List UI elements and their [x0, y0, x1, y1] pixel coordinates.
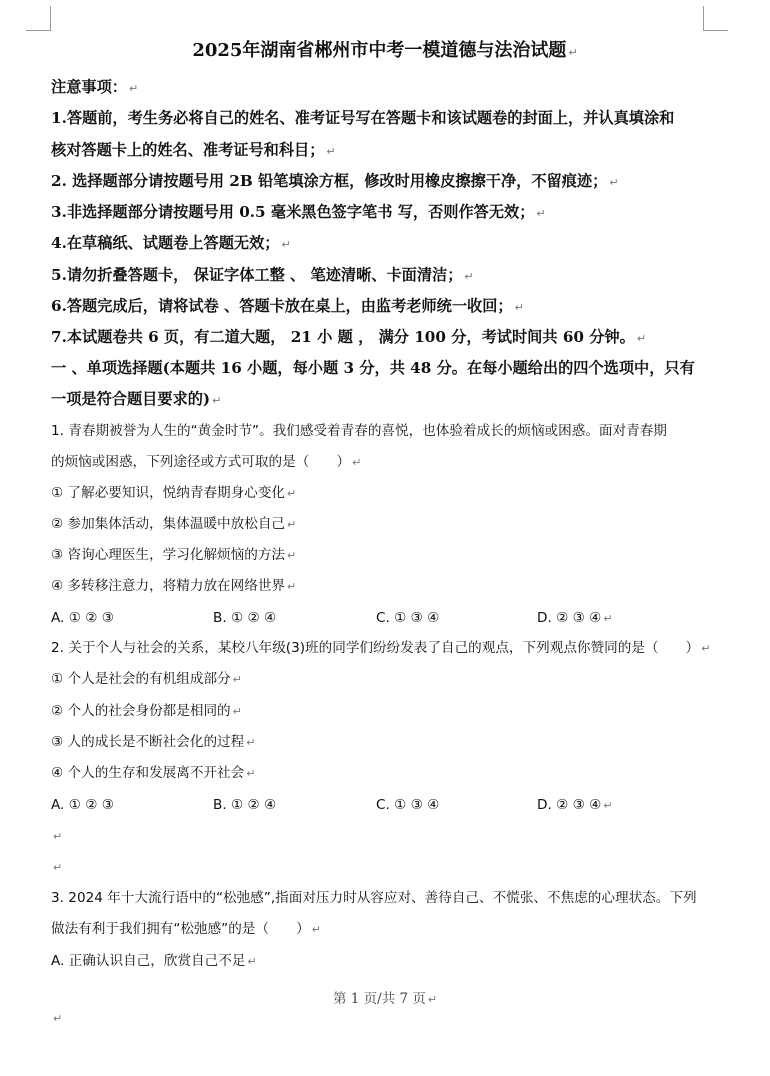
option-a: A. ① ② ③ — [51, 797, 114, 813]
notice-line: 7.本试题卷共 6 页，有二道大题， 21 小 题 ， 满分 100 分，考试时间共 60 分钟。 ↵ — [51, 328, 647, 346]
question-1-stem: 1. 青春期被誉为人生的“黄金时节”。我们感受着青春的喜悦，也体验着成长的烦恼或困惑。面对青春期 — [51, 423, 667, 439]
option-b: B. ① ② ④ — [213, 610, 277, 626]
notice-heading: 注意事项： ↵ — [51, 78, 139, 96]
question-1-item: ① 了解必要知识，悦纳青春期身心变化 ↵ — [51, 485, 297, 501]
question-1-stem: 的烦恼或困惑，下列途径或方式可取的是（ ） ↵ — [51, 454, 362, 470]
page-footer: 第 1 页/共 7 页 ↵ — [332, 991, 438, 1007]
notice-line: 3.非选择题部分请按题号用 0.5 毫米黑色签字笔书 写，否则作答无效； ↵ — [51, 203, 546, 221]
notice-line: 5.请勿折叠答题卡， 保证字体工整 、 笔迹清晰、卡面清洁； ↵ — [51, 266, 474, 284]
question-2-item: ① 个人是社会的有机组成部分 ↵ — [51, 671, 242, 687]
question-3-stem: 3. 2024 年十大流行语中的“松弛感”,指面对压力时从容应对、善待自己、不慌张、不焦虑的心理状态。下列 — [51, 890, 697, 906]
option-b: B. ① ② ④ — [213, 797, 277, 813]
paragraph-mark: ↵ — [53, 861, 63, 874]
notice-line: 2. 选择题部分请按题号用 2B 铅笔填涂方框，修改时用橡皮擦擦干净，不留痕迹； ↵ — [51, 172, 619, 190]
option-a: A. ① ② ③ — [51, 610, 114, 626]
notice-line: 6.答题完成后，请将试卷 、答题卡放在桌上，由监考老师统一收回； ↵ — [51, 297, 524, 315]
question-3-option-a: A. 正确认识自己，欣赏自己不足 ↵ — [51, 953, 257, 969]
option-c: C. ① ③ ④ — [376, 610, 440, 626]
notice-line: 4.在草稿纸、试题卷上答题无效； ↵ — [51, 234, 291, 252]
question-3-stem: 做法有利于我们拥有“松弛感”的是（ ） ↵ — [51, 921, 321, 937]
question-2-item: ④ 个人的生存和发展离不开社会 ↵ — [51, 765, 256, 781]
option-c: C. ① ③ ④ — [376, 797, 440, 813]
notice-line: 核对答题卡上的姓名、准考证号和科目； ↵ — [51, 141, 336, 159]
page-title: 2025年湖南省郴州市中考一模道德与法治试题 ↵ — [192, 40, 578, 61]
crop-mark-left — [26, 6, 51, 31]
option-d: D. ② ③ ④ ↵ — [537, 610, 613, 626]
question-2-options — [51, 799, 691, 815]
question-2-item: ③ 人的成长是不断社会化的过程 ↵ — [51, 734, 256, 750]
notice-line: 1.答题前，考生务必将自己的姓名、准考证号写在答题卡和该试题卷的封面上，并认真填涂和 — [51, 109, 675, 127]
question-2-stem: 2. 关于个人与社会的关系，某校八年级(3)班的同学们纷纷发表了自己的观点，下列观点你赞同的是（ ） ↵ — [51, 640, 711, 656]
section-heading: 一项是符合题目要求的) ↵ — [51, 390, 222, 408]
option-d: D. ② ③ ④ ↵ — [537, 797, 613, 813]
section-heading: 一 、单项选择题(本题共 16 小题，每小题 3 分，共 48 分。在每小题给出的四个选项中，只有 — [51, 359, 695, 377]
paragraph-mark: ↵ — [53, 830, 63, 843]
question-2-item: ② 个人的社会身份都是相同的 ↵ — [51, 703, 242, 719]
crop-mark-right — [703, 6, 728, 31]
question-1-item: ② 参加集体活动，集体温暖中放松自己 ↵ — [51, 516, 297, 532]
question-1-options — [51, 612, 691, 628]
paragraph-mark: ↵ — [53, 1012, 63, 1025]
question-1-item: ③ 咨询心理医生，学习化解烦恼的方法 ↵ — [51, 547, 297, 563]
question-1-item: ④ 多转移注意力，将精力放在网络世界 ↵ — [51, 578, 297, 594]
